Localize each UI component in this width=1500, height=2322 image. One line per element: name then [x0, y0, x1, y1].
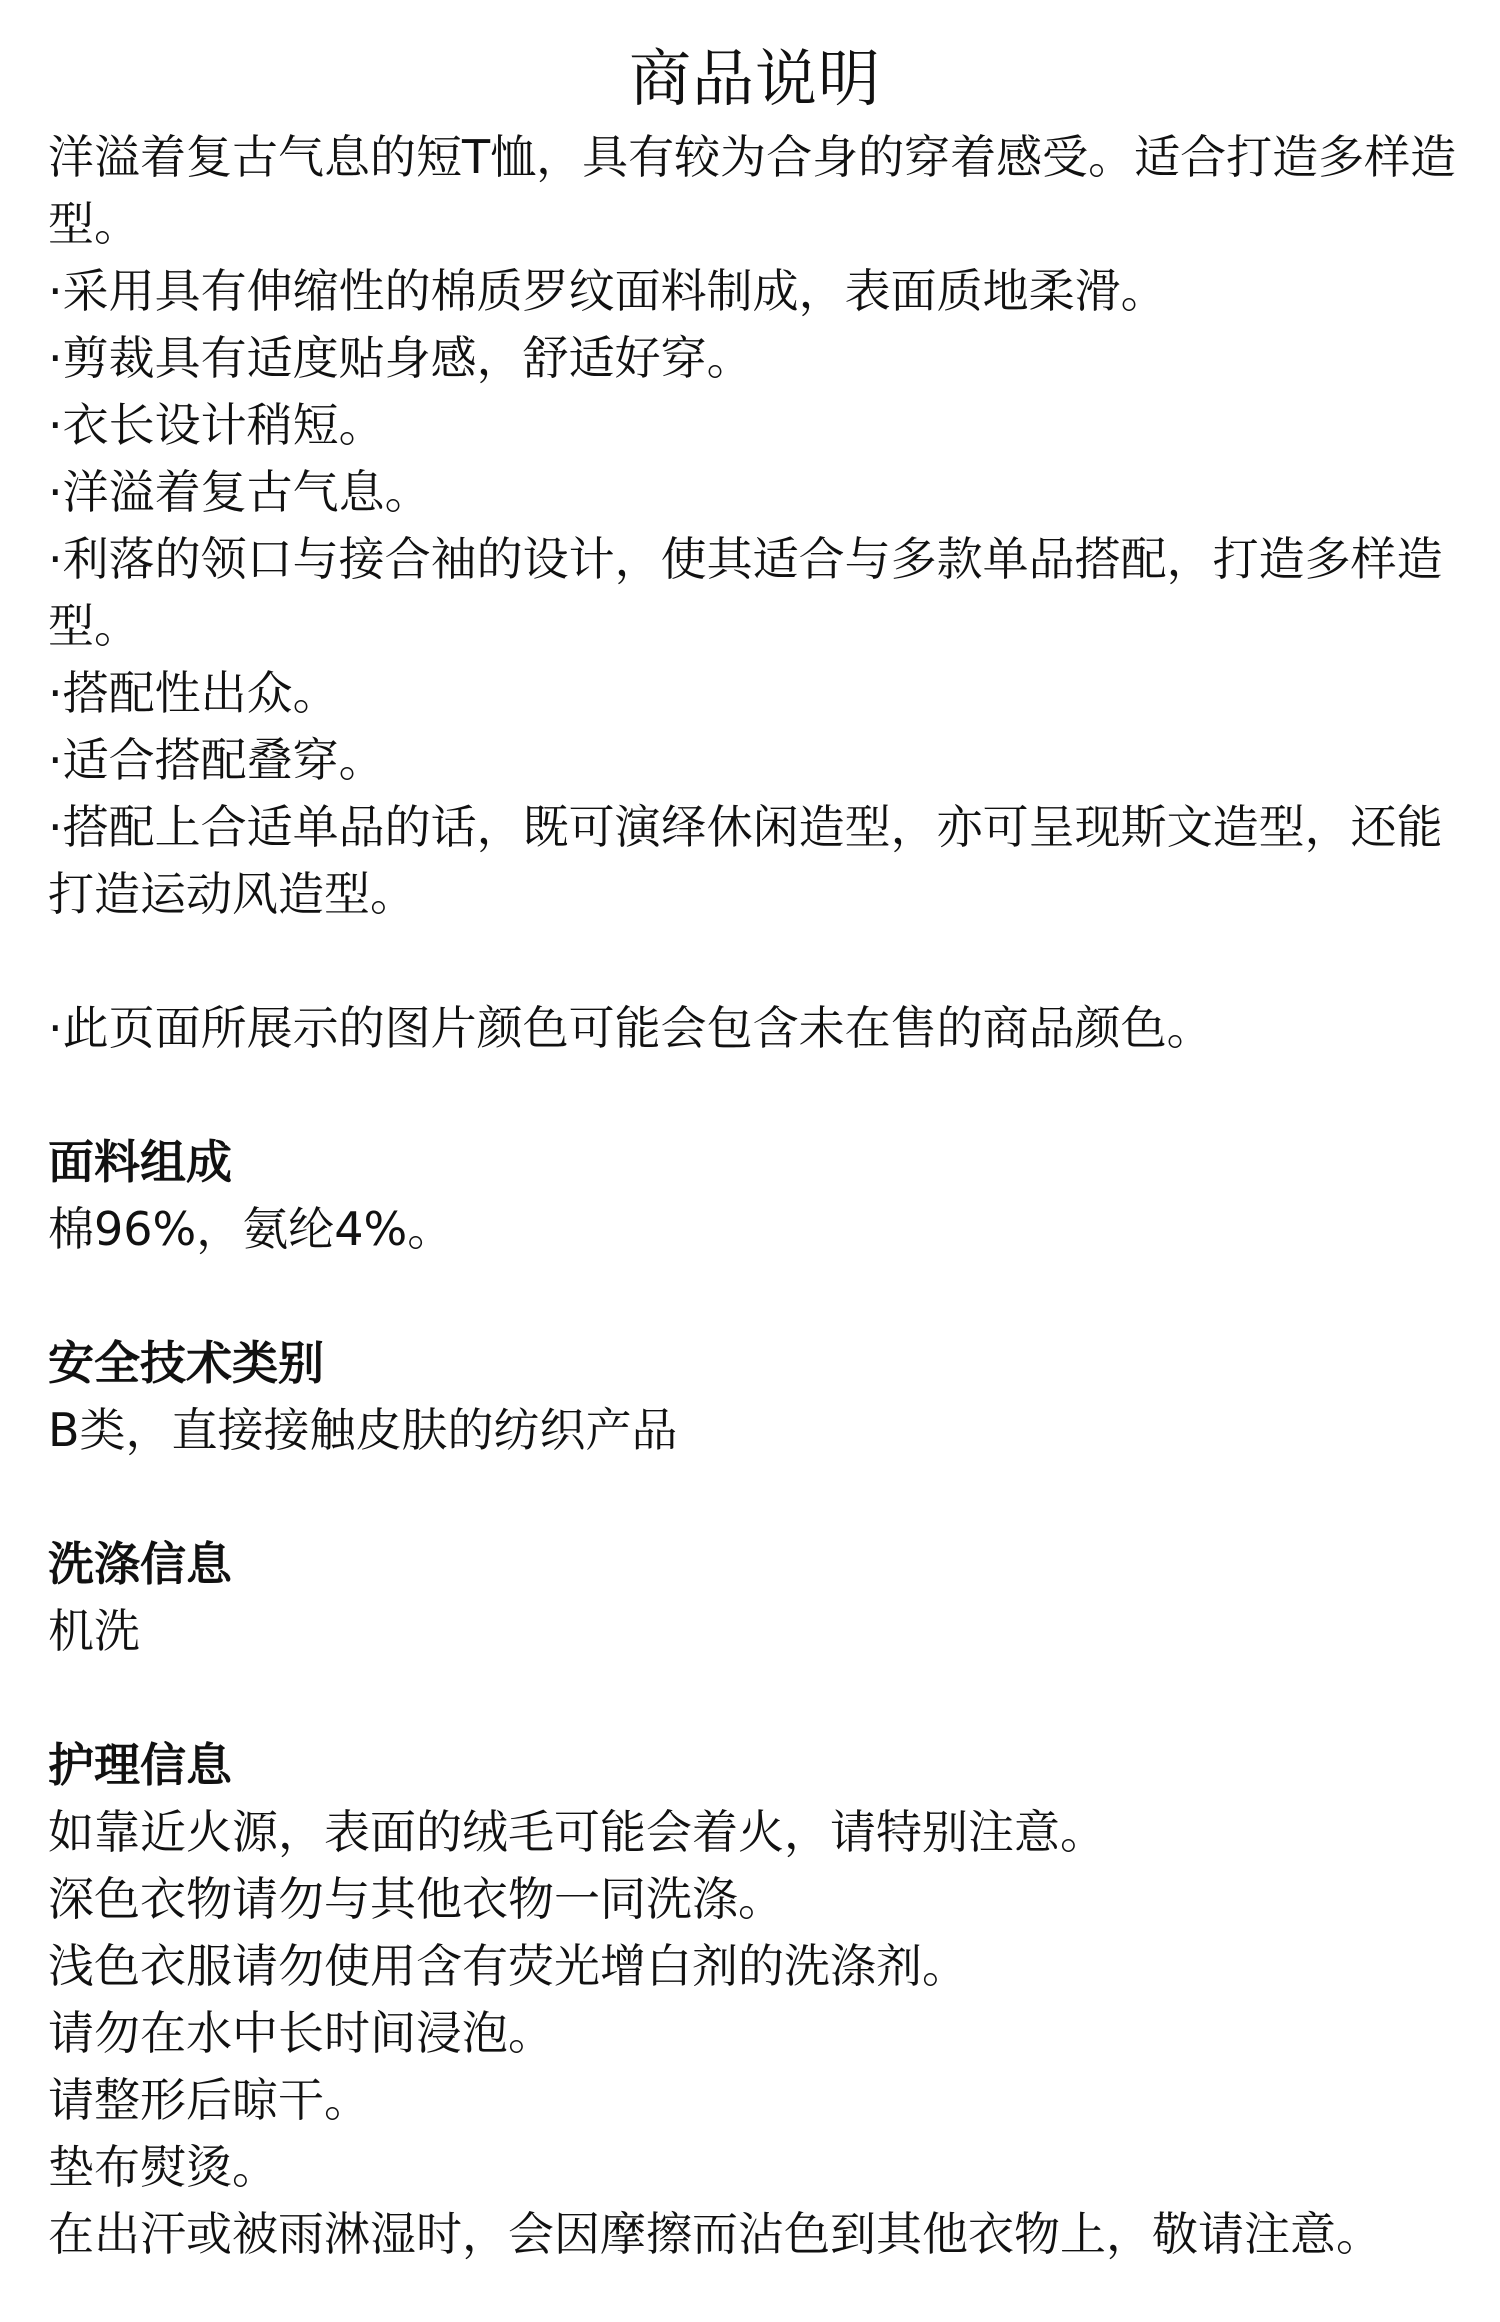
fabric-value: 棉96%，氨纶4%。 — [48, 1202, 454, 1256]
feature-item: ·利落的领口与接合袖的设计，使其适合与多款单品搭配，打造多样造型。 — [48, 532, 1443, 653]
care-item: 请整形后晾干。 — [48, 2073, 370, 2127]
fabric-section — [48, 1129, 1462, 1263]
care-item: 在出汗或被雨淋湿时，会因摩擦而沾色到其他衣物上，敬请注意。 — [48, 2207, 1382, 2261]
care-item: 请勿在水中长时间浸泡。 — [48, 2006, 554, 2060]
care-item: 如靠近火源，表面的绒毛可能会着火，请特别注意。 — [48, 1805, 1106, 1859]
feature-item: ·采用具有伸缩性的棉质罗纹面料制成，表面质地柔滑。 — [48, 264, 1167, 318]
care-item: 垫布熨烫。 — [48, 2140, 278, 2194]
fabric-heading: 面料组成 — [48, 1135, 232, 1189]
spacer — [48, 1665, 1462, 1732]
spacer — [48, 1062, 1462, 1129]
page-title: 商品说明 — [628, 42, 881, 115]
feature-item: ·搭配性出众。 — [48, 666, 339, 720]
safety-section — [48, 1330, 1462, 1464]
washing-value: 机洗 — [48, 1604, 140, 1658]
washing-heading: 洗涤信息 — [48, 1537, 232, 1591]
feature-item: ·衣长设计稍短。 — [48, 398, 385, 452]
washing-section — [48, 1531, 1462, 1665]
spacer — [48, 928, 1462, 995]
care-heading: 护理信息 — [48, 1738, 232, 1792]
care-section — [48, 1732, 1462, 2268]
care-item: 深色衣物请勿与其他衣物一同洗涤。 — [48, 1872, 784, 1926]
care-item: 浅色衣服请勿使用含有荧光增白剂的洗涤剂。 — [48, 1939, 968, 1993]
feature-item: ·剪裁具有适度贴身感，舒适好穿。 — [48, 331, 753, 385]
feature-item: ·洋溢着复古气息。 — [48, 465, 431, 519]
intro-text: 洋溢着复古气息的短T恤，具有较为合身的穿着感受。适合打造多样造型。 — [48, 130, 1457, 251]
safety-heading: 安全技术类别 — [48, 1336, 324, 1390]
feature-item: ·适合搭配叠穿。 — [48, 733, 385, 787]
spacer — [48, 1464, 1462, 1531]
spacer — [48, 1263, 1462, 1330]
feature-list — [48, 258, 1462, 928]
feature-item: ·搭配上合适单品的话，既可演绎休闲造型，亦可呈现斯文造型，还能打造运动风造型。 — [48, 800, 1443, 921]
safety-value: B类，直接接触皮肤的纺织产品 — [48, 1403, 678, 1457]
color-note: ·此页面所展示的图片颜色可能会包含未在售的商品颜色。 — [48, 1001, 1213, 1055]
